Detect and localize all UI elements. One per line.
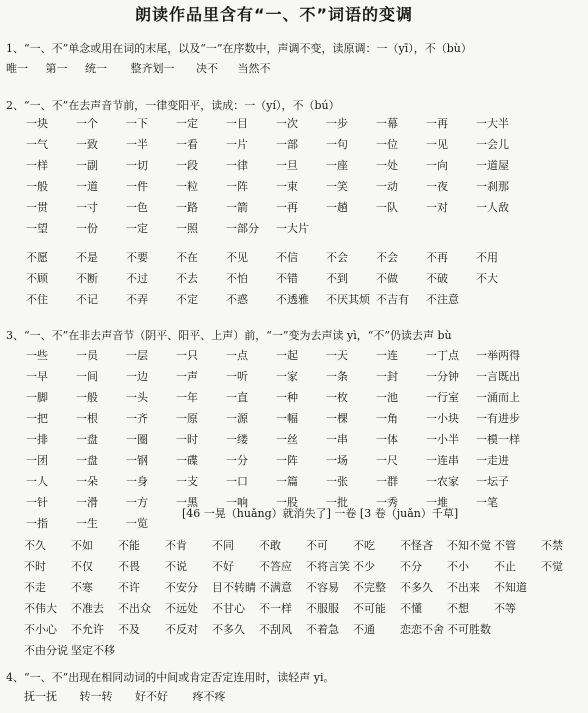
word-cell: 一部 xyxy=(276,137,298,151)
word-cell: 不想 xyxy=(447,601,469,615)
word-cell: 不答应 xyxy=(259,559,292,573)
word-cell: 一滑 xyxy=(76,495,98,509)
word-cell: 一层 xyxy=(126,348,148,362)
word-cell: 不厌其烦 xyxy=(326,292,370,306)
word-cell: 一家 xyxy=(276,369,298,383)
word-cell: 一针 xyxy=(26,495,48,509)
word-cell: 一对 xyxy=(426,200,448,214)
word-cell: 不信 xyxy=(276,250,298,264)
section-2-yi-grid xyxy=(26,112,526,238)
word-cell: 一般 xyxy=(26,179,48,193)
word-cell: 一尺 xyxy=(376,453,398,467)
word-cell: 一堆 xyxy=(426,495,448,509)
word-cell: 一黑 xyxy=(176,495,198,509)
word-cell: 一览 xyxy=(126,516,148,530)
section-3-bu-grid xyxy=(24,534,588,660)
word-cell: 不止 xyxy=(494,559,516,573)
word-cell: 一连串 xyxy=(426,453,459,467)
word-cell: 一盘 xyxy=(76,432,98,446)
word-cell: 一人 xyxy=(26,474,48,488)
word-cell: 不住 xyxy=(26,292,48,306)
word-cell: 一大片 xyxy=(276,221,309,235)
word-cell: 不出众 xyxy=(118,601,151,615)
word-row xyxy=(26,428,526,449)
word-cell: 一棵 xyxy=(326,411,348,425)
word-row xyxy=(24,534,588,555)
word-cell: 不在 xyxy=(176,250,198,264)
word-cell: 不会 xyxy=(326,250,348,264)
word-cell: 不分 xyxy=(400,559,422,573)
word-cell: 一丝 xyxy=(276,432,298,446)
word-cell: 不管 xyxy=(494,538,516,552)
word-cell: 一见 xyxy=(426,137,448,151)
word-cell: 一气 xyxy=(26,137,48,151)
word-cell: 一片 xyxy=(226,137,248,151)
word-cell: 不一样 xyxy=(259,601,292,615)
word-cell: 不通 xyxy=(353,622,375,636)
word-cell: 不允许 xyxy=(71,622,104,636)
word-cell: 一碟 xyxy=(176,453,198,467)
word-cell: 一分钟 xyxy=(426,369,459,383)
word-cell: 一粒 xyxy=(176,179,198,193)
word-cell: 一箭 xyxy=(226,200,248,214)
word-cell: 不可 xyxy=(306,538,328,552)
word-cell: 不用 xyxy=(476,250,498,264)
word-cell: 一场 xyxy=(326,453,348,467)
word-cell: 一早 xyxy=(26,369,48,383)
word-cell: 一张 xyxy=(326,474,348,488)
word: 疼不疼 xyxy=(192,690,226,703)
word-cell: 不觉 xyxy=(541,559,563,573)
section-4-heading: 4、“一、不”出现在相同动词的中间或肯定否定连用时，读轻声 yi。 xyxy=(6,671,335,684)
word-cell: 一致 xyxy=(76,137,98,151)
word-cell: 一阵 xyxy=(226,179,248,193)
word-cell: 一声 xyxy=(176,369,198,383)
word-cell: 一言既出 xyxy=(476,369,520,383)
word-cell: 一原 xyxy=(176,411,198,425)
word-cell: 一位 xyxy=(376,137,398,151)
word-cell: 一样 xyxy=(26,158,48,172)
word-cell: 一点 xyxy=(226,348,248,362)
word-cell: 一走进 xyxy=(476,453,509,467)
word-cell: 不记 xyxy=(76,292,98,306)
word-cell: 不好 xyxy=(212,559,234,573)
word-cell: 一口 xyxy=(226,474,248,488)
word-cell: 一色 xyxy=(126,200,148,214)
word-cell: 一处 xyxy=(376,158,398,172)
word-cell: 一丁点 xyxy=(426,348,459,362)
word-cell: 一直 xyxy=(226,390,248,404)
word-cell: 不多久 xyxy=(400,580,433,594)
word-row xyxy=(26,386,526,407)
word-cell: 不到 xyxy=(326,271,348,285)
word-cell: 不多久 xyxy=(212,622,245,636)
word-cell: 不甘心 xyxy=(212,601,245,615)
word-cell: 一坛子 xyxy=(476,474,509,488)
word-cell: 一束 xyxy=(276,179,298,193)
word-cell: 不吉有 xyxy=(376,292,409,306)
word-cell: 不完整 xyxy=(353,580,386,594)
word-cell: 一钢 xyxy=(126,453,148,467)
word-row xyxy=(26,365,526,386)
word-cell: 一指 xyxy=(26,516,48,530)
word-cell: 不伟大 xyxy=(24,601,57,615)
word-cell: 不久 xyxy=(24,538,46,552)
word-cell: 一缕 xyxy=(226,432,248,446)
word-cell: 不着急 xyxy=(306,622,339,636)
word-cell: 一笑 xyxy=(326,179,348,193)
word-cell: 一半 xyxy=(126,137,148,151)
word-cell: 一部分 xyxy=(226,221,259,235)
word-cell: 一批 xyxy=(326,495,348,509)
word-cell: 一排 xyxy=(26,432,48,446)
word-cell: 一笔 xyxy=(476,495,498,509)
word-cell: 一动 xyxy=(376,179,398,193)
word-cell: 不透雅 xyxy=(276,292,309,306)
word-cell: 一阵 xyxy=(276,453,298,467)
word-row xyxy=(26,267,526,288)
word-cell: 一刹那 xyxy=(476,179,509,193)
word-cell: 不知道 xyxy=(494,580,527,594)
word-cell: 不定 xyxy=(176,292,198,306)
word-cell: 一路 xyxy=(176,200,198,214)
word-row xyxy=(24,555,588,576)
word-cell: 一块 xyxy=(26,116,48,130)
section-4-words xyxy=(24,688,245,704)
word-cell: 一再 xyxy=(276,200,298,214)
word-cell: 不刮风 xyxy=(259,622,292,636)
word-cell: 不破 xyxy=(426,271,448,285)
word-row xyxy=(24,576,588,597)
word-cell: 不注意 xyxy=(426,292,459,306)
word: 决不 xyxy=(196,62,218,75)
word-cell: 一副 xyxy=(76,158,98,172)
word-cell: 不等 xyxy=(494,601,516,615)
word-cell: 一边 xyxy=(126,369,148,383)
word-cell: 一脚 xyxy=(26,390,48,404)
word-cell: 一封 xyxy=(376,369,398,383)
word-cell: 不小 xyxy=(447,559,469,573)
word-cell: 一道屋 xyxy=(476,158,509,172)
word-cell: 一天 xyxy=(326,348,348,362)
section-2-bu-grid xyxy=(26,246,526,309)
word-cell: 一行室 xyxy=(426,390,459,404)
word-cell: 一定 xyxy=(126,221,148,235)
word-row xyxy=(26,344,526,365)
word-cell: 不大 xyxy=(476,271,498,285)
word-cell: 一方 xyxy=(126,495,148,509)
word-cell: 一听 xyxy=(226,369,248,383)
word-cell: 不错 xyxy=(276,271,298,285)
word-cell: 一再 xyxy=(426,116,448,130)
word-cell: 不仅 xyxy=(71,559,93,573)
word-cell: 不安分 xyxy=(165,580,198,594)
word-cell: 一连 xyxy=(376,348,398,362)
word-cell: 一把 xyxy=(26,411,48,425)
word-cell: 一向 xyxy=(426,158,448,172)
word-cell: 一定 xyxy=(176,116,198,130)
word-cell: 一体 xyxy=(376,432,398,446)
word-cell: 不说 xyxy=(165,559,187,573)
word-cell: 一律 xyxy=(226,158,248,172)
word-cell: 一小半 xyxy=(426,432,459,446)
word-cell: 不肯 xyxy=(165,538,187,552)
word-cell: 一人敌 xyxy=(476,200,509,214)
word-cell: 一秀 xyxy=(376,495,398,509)
word-cell: 一小块 xyxy=(426,411,459,425)
word-cell: 不怪吝 xyxy=(400,538,433,552)
word-cell: 一响 xyxy=(226,495,248,509)
word-row xyxy=(26,449,526,470)
word-cell: 不少 xyxy=(353,559,375,573)
word-cell: 恋恋不舍 xyxy=(400,622,444,636)
word-cell: 一切 xyxy=(126,158,148,172)
word-cell: 不小心 xyxy=(24,622,57,636)
word-cell: 一员 xyxy=(76,348,98,362)
word-cell: 一道 xyxy=(76,179,98,193)
word-cell: 不过 xyxy=(126,271,148,285)
word-cell: 不断 xyxy=(76,271,98,285)
word-cell: 一段 xyxy=(176,158,198,172)
word-cell: 一源 xyxy=(226,411,248,425)
word-cell: 一只 xyxy=(176,348,198,362)
word-cell: 一身 xyxy=(126,474,148,488)
word: 整齐划一 xyxy=(130,62,175,75)
word-row xyxy=(26,470,526,491)
word-cell: 不弄 xyxy=(126,292,148,306)
word: 好不好 xyxy=(135,690,168,703)
word-cell: 一照 xyxy=(176,221,198,235)
word-cell: 一齐 xyxy=(126,411,148,425)
word-cell: 不容易 xyxy=(306,580,339,594)
word-cell: 不敢 xyxy=(259,538,281,552)
word-cell: 一圈 xyxy=(126,432,148,446)
word-cell: 一团 xyxy=(26,453,48,467)
section-1-heading: 1、“一、不”单念或用在词的末尾，以及“一”在序数中，声调不变，读原调：一（yī），不（bù） xyxy=(6,42,472,55)
word-cell: 一间 xyxy=(76,369,98,383)
word-cell: 一涌而上 xyxy=(476,390,520,404)
word-cell: 不知不觉 xyxy=(447,538,491,552)
word-row xyxy=(24,597,588,618)
word-cell: 不懂 xyxy=(400,601,422,615)
word-cell: 不由分说 xyxy=(24,643,68,657)
word-row xyxy=(26,154,526,175)
word-cell: 一有进步 xyxy=(476,411,520,425)
word-cell: 不出来 xyxy=(447,580,480,594)
word-cell: 不能 xyxy=(118,538,140,552)
word-cell: 一旦 xyxy=(276,158,298,172)
word-cell: 一分 xyxy=(226,453,248,467)
word-row xyxy=(26,407,526,428)
word-cell: 一下 xyxy=(126,116,148,130)
section-3-yi-note: [46 一晃（huǎng）就消失了] 一卷 [3 卷（juǎn）千草] xyxy=(182,507,459,520)
word-cell: 一群 xyxy=(376,474,398,488)
word-row xyxy=(26,133,526,154)
word-cell: 一幕 xyxy=(376,116,398,130)
word-cell: 一望 xyxy=(26,221,48,235)
word-cell: 一时 xyxy=(176,432,198,446)
word: 当然不 xyxy=(237,62,271,75)
word-cell: 不满意 xyxy=(259,580,292,594)
word-cell: 不是 xyxy=(76,250,98,264)
word-cell: 一队 xyxy=(376,200,398,214)
word-cell: 一农家 xyxy=(426,474,459,488)
word-cell: 不服服 xyxy=(306,601,339,615)
word-cell: 不可胜数 xyxy=(447,622,491,636)
word-cell: 一股 xyxy=(276,495,298,509)
word-cell: 不顾 xyxy=(26,271,48,285)
word-cell: 不会 xyxy=(376,250,398,264)
word-cell: 一寸 xyxy=(76,200,98,214)
word-cell: 一目 xyxy=(226,116,248,130)
word-cell: 坚定不移 xyxy=(71,643,115,657)
word-cell: 一盘 xyxy=(76,453,98,467)
section-2-heading: 2、“一、不”在去声音节前，一律变阳平，读成：一（yí），不（bú） xyxy=(6,99,340,112)
word-cell: 不同 xyxy=(212,538,234,552)
word-cell: 一起 xyxy=(276,348,298,362)
page-title: 朗读作品里含有“一、不”词语的变调 xyxy=(134,5,414,24)
word-cell: 不许 xyxy=(118,580,140,594)
word-cell: 不将言笑 xyxy=(306,559,350,573)
word-cell: 一贯 xyxy=(26,200,48,214)
word-cell: 一角 xyxy=(376,411,398,425)
word: 唯一 xyxy=(6,62,28,75)
word-cell: 不怕 xyxy=(226,271,248,285)
word: 抚一抚 xyxy=(24,690,57,703)
word-cell: 一池 xyxy=(376,390,398,404)
word-cell: 不时 xyxy=(24,559,46,573)
word-cell: 不禁 xyxy=(541,538,563,552)
word-cell: 不见 xyxy=(226,250,248,264)
word-cell: 一条 xyxy=(326,369,348,383)
word: 转一转 xyxy=(79,690,113,703)
word-cell: 不及 xyxy=(118,622,140,636)
word-cell: 不畏 xyxy=(118,559,140,573)
word-cell: 不准去 xyxy=(71,601,104,615)
word-cell: 不做 xyxy=(376,271,398,285)
word-row xyxy=(26,196,526,217)
word-cell: 一头 xyxy=(126,390,148,404)
word-cell: 一份 xyxy=(76,221,98,235)
word-cell: 一个 xyxy=(76,116,98,130)
word-cell: 一幅 xyxy=(276,411,298,425)
word-cell: 一串 xyxy=(326,432,348,446)
word-cell: 一朵 xyxy=(76,474,98,488)
word-cell: 一支 xyxy=(176,474,198,488)
word-cell: 一句 xyxy=(326,137,348,151)
word-cell: 一篇 xyxy=(276,474,298,488)
word-cell: 一举两得 xyxy=(476,348,520,362)
word-cell: 一模一样 xyxy=(476,432,520,446)
word-row xyxy=(26,175,526,196)
word-cell: 一些 xyxy=(26,348,48,362)
word-cell: 不惑 xyxy=(226,292,248,306)
word-cell: 一步 xyxy=(326,116,348,130)
word-cell: 不吃 xyxy=(353,538,375,552)
word: 统一 xyxy=(85,62,107,75)
word-row xyxy=(24,618,588,639)
word-row xyxy=(26,217,526,238)
word-cell: 一年 xyxy=(176,390,198,404)
word-cell: 不远处 xyxy=(165,601,198,615)
word-row xyxy=(26,288,526,309)
word-cell: 一般 xyxy=(76,390,98,404)
word-cell: 一座 xyxy=(326,158,348,172)
word-row xyxy=(24,639,588,660)
word-cell: 不去 xyxy=(176,271,198,285)
section-3-heading: 3、“一、不”在非去声音节（阴平、阳平、上声）前，“一”变为去声读 yì，“不”仍读去声 bù xyxy=(6,329,452,342)
word-cell: 不寒 xyxy=(71,580,93,594)
word-row xyxy=(26,112,526,133)
word-row xyxy=(26,246,526,267)
word-cell: 目不转睛 xyxy=(212,580,256,594)
word-cell: 不再 xyxy=(426,250,448,264)
word-cell: 一枚 xyxy=(326,390,348,404)
word-cell: 不要 xyxy=(126,250,148,264)
word-cell: 不愿 xyxy=(26,250,48,264)
word-cell: 一会儿 xyxy=(476,137,509,151)
word-cell: 不反对 xyxy=(165,622,198,636)
word-cell: 一种 xyxy=(276,390,298,404)
word: 第一 xyxy=(45,62,68,75)
word-cell: 一根 xyxy=(76,411,98,425)
word-cell: 不走 xyxy=(24,580,46,594)
word-cell: 一大半 xyxy=(476,116,509,130)
word-cell: 一趟 xyxy=(326,200,348,214)
word-cell: 一生 xyxy=(76,516,98,530)
word-cell: 一夜 xyxy=(426,179,448,193)
section-1-words xyxy=(6,60,288,76)
word-cell: 不可能 xyxy=(353,601,386,615)
word-cell: 一件 xyxy=(126,179,148,193)
word-cell: 一次 xyxy=(276,116,298,130)
word-cell: 不如 xyxy=(71,538,93,552)
word-cell: 一看 xyxy=(176,137,198,151)
